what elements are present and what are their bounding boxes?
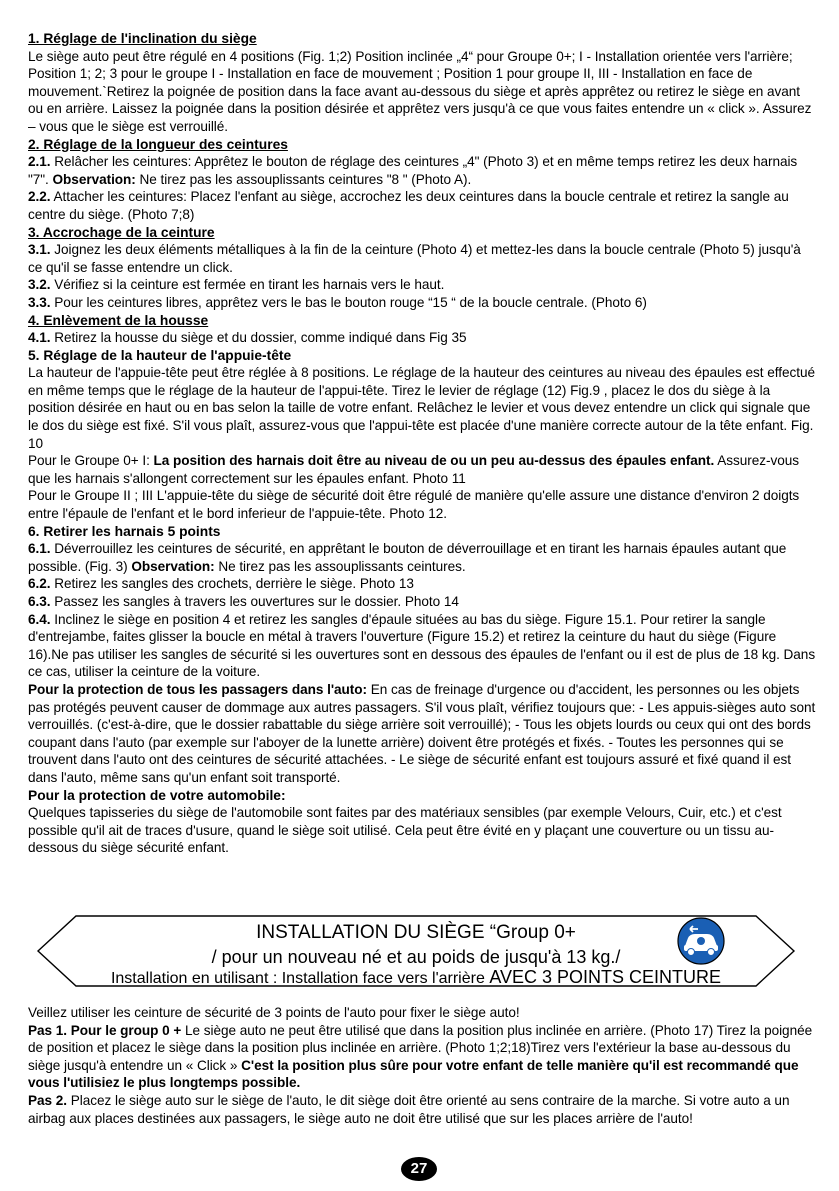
installation-intro: Veillez utiliser les ceinture de sécurité de 3 points de l'auto pour fixer le siège auto!	[28, 1005, 520, 1020]
item-2-2: 2.2. Attacher les ceintures: Placez l'enfant au siège, accrochez les deux ceintures dans la boucle centrale et retirez la sangle au centre du siège. (Photo 7;8)	[28, 189, 789, 222]
installation-steps	[28, 1004, 818, 1127]
banner-title: INSTALLATION DU SIÈGE “Group 0+	[256, 922, 576, 943]
step-1: Pas 1. Pour le group 0 + Le siège auto ne peut être utilisé que dans la position plus inclinée en arrière. (Photo 17) Tirez la poignée de position et placez le siège dans la position plus inclinée en arrière. (Photo 1;2;18)Tirez vers l'extérieur la base au-dessous du siège jusqu'à entendre un « Click » C'est la position plus sûre pour votre enfant de telle manière qu'il est recommandé que vous l'utilisiez le plus longtemps possible.	[28, 1022, 813, 1091]
car-protection-heading: Pour la protection de votre automobile:	[28, 787, 286, 803]
passenger-protection: Pour la protection de tous les passagers dans l'auto: En cas de freinage d'urgence ou d'accident, les personnes ou les objets pas protégés peuvent causer de dommage aux autres passagers. S'il vous plaît, vérifiez toujours que: - Les appuis-sièges auto sont verrouillés. (c'est-à-dire, que le dossier rabattable du siège arrière soit verrouillé); - Tous les objets lourds ou ceux qui ont des bords coupant dans l'auto (par exemple sur l'aboyer de la lunette arrière) doivent être protégés et fixés. - Toutes les personnes qui se trouvent dans l'auto ont des ceintures de sécurité attachées. - Le siège de sécurité enfant est toujours assuré et fixé quand il est dans l'auto, même sans qu'un enfant soit transporté.	[28, 681, 816, 785]
section-4-heading: 4. Enlèvement de la housse	[28, 312, 209, 328]
item-6-2: 6.2. Retirez les sangles des crochets, derrière le siège. Photo 13	[28, 576, 414, 592]
section-2-heading: 2. Réglage de la longueur des ceintures	[28, 136, 288, 152]
item-4-1: 4.1. Retirez la housse du siège et du dossier, comme indiqué dans Fig 35	[28, 330, 467, 346]
banner-subtitle: / pour un nouveau né et au poids de jusqu'à 13 kg./	[211, 947, 621, 967]
section-5-text: La hauteur de l'appuie-tête peut être réglée à 8 positions. Le réglage de la hauteur des ceintures au niveau des épaules est effectué en même temps que le réglage de la hauteur de l'appui-tête. Tirez le levier de réglage (12) Fig.9 , placez le dos du siège à la position désirée en haut ou en bas selon la taille de votre enfant. Relâchez le levier et vous devez entendre un click qui signale que le dos du siège est fixé. S'il vous plaît, assurez-vous que l'appui-tête est placée d'une manière correcte autour de la tête enfant. Fig. 10	[28, 365, 815, 451]
section-1-text: Le siège auto peut être régulé en 4 positions (Fig. 1;2) Position inclinée „4“ pour Groupe 0+; I - Installation orientée vers l'arrière; Position 1; 2; 3 pour le groupe I - Installation en face de mouvement ; Position 1 pour groupe II, III - Installation en face de mouvement.`Retirez la poignée de position dans la face avant au-dessous du siège et après apprêtez ou retirez le siège en avant ou en arrière. Laissez la poignée dans la position désirée et apprêtez vers jusqu'à ce que vous faites entendre un « click ». Assurez – vous que le siège est verrouillé.	[28, 48, 812, 134]
group-2-3-note: Pour le Groupe II ; III L'appuie-tête du siège de sécurité doit être régulé de manière qu'elle assure une distance d'environ 2 doigts entre l'épaule de l'enfant et le bord inferieur de l'appuie-tête. Photo 12.	[28, 488, 800, 522]
item-6-4: 6.4. Inclinez le siège en position 4 et retirez les sangles d'épaule situées au bas du siège. Figure 15.1. Pour retirer la sangle d'entrejambe, faites glisser la boucle en métal à travers l'ouverture (Figure 15.2) et retirez la ceinture du haut du siège (Figure 16).Ne pas utiliser les sangles de sécurité si les ouvertures sont en dessous des épaules de l'enfant ou il est de plus de 18 kg. Dans ce cas, utiliser la ceinture de la voiture.	[28, 611, 816, 680]
item-3-3: 3.3. Pour les ceintures libres, apprêtez vers le bas le bouton rouge “15 “ de la boucle centrale. (Photo 6)	[28, 294, 647, 310]
section-1-heading: 1. Réglage de l'inclination du siège	[28, 31, 257, 46]
item-6-3: 6.3. Passez les sangles à travers les ouvertures sur le dossier. Photo 14	[28, 594, 459, 609]
item-6-1: 6.1. Déverrouillez les ceintures de sécurité, en apprêtant le bouton de déverrouillage et en tirant les harnais épaules autant que possible. (Fig. 3) Observation: Ne tirez pas les assouplissants ceintures.	[28, 541, 787, 574]
section-5-heading: 5. Réglage de la hauteur de l'appuie-tête	[28, 347, 292, 363]
page-body	[28, 30, 818, 857]
section-6-heading: 6. Retirer les harnais 5 points	[28, 523, 221, 539]
item-3-2: 3.2. Vérifiez si la ceinture est fermée en tirant les harnais vers le haut.	[28, 277, 445, 293]
installation-banner	[36, 914, 796, 988]
item-2-1: 2.1. Relâcher les ceintures: Apprêtez le bouton de réglage des ceintures „4" (Photo 3) et en même temps retirez les deux harnais "7". Observation: Ne tirez pas les assouplissants ceintures "8 " (Photo A).	[28, 154, 798, 187]
section-3-heading: 3. Accrochage de la ceinture	[28, 224, 215, 240]
rear-facing-car-icon	[676, 916, 726, 966]
group-0-note: Pour le Groupe 0+ I: La position des harnais doit être au niveau de ou un peu au-dessus des épaules enfant. Assurez-vous que les harnais s'allongent correctement sur les épaules enfant. Photo 11	[28, 453, 799, 486]
page-number-badge	[400, 1156, 438, 1182]
item-3-1: 3.1. Joignez les deux éléments métalliques à la fin de la ceinture (Photo 4) et mettez-les dans la boucle centrale (Photo 5) jusqu'à ce qu'il se fasse entendre un click.	[28, 242, 801, 275]
banner-installation-mode: Installation en utilisant : Installation face vers l'arrière AVEC 3 POINTS CEINTURE	[110, 967, 722, 987]
car-protection-text: Quelques tapisseries du siège de l'automobile sont faites par des matériaux sensibles (par exemple Velours, Cuir, etc.) et c'est possible qu'il ait de traces d'usure, quand le siège soit utilisé. Cela peut être évité en y plaçant une couverture ou un tissu au-dessous du siège sécurité enfant.	[28, 805, 782, 856]
step-2: Pas 2. Placez le siège auto sur le siège de l'auto, le dit siège doit être orienté au sens contraire de la marche. Si votre auto a un airbag aux places destinées aux passagers, le siège auto ne doit être utilisé que sur les places arrière de l'auto!	[28, 1092, 790, 1126]
page-number: 27	[410, 1160, 428, 1177]
